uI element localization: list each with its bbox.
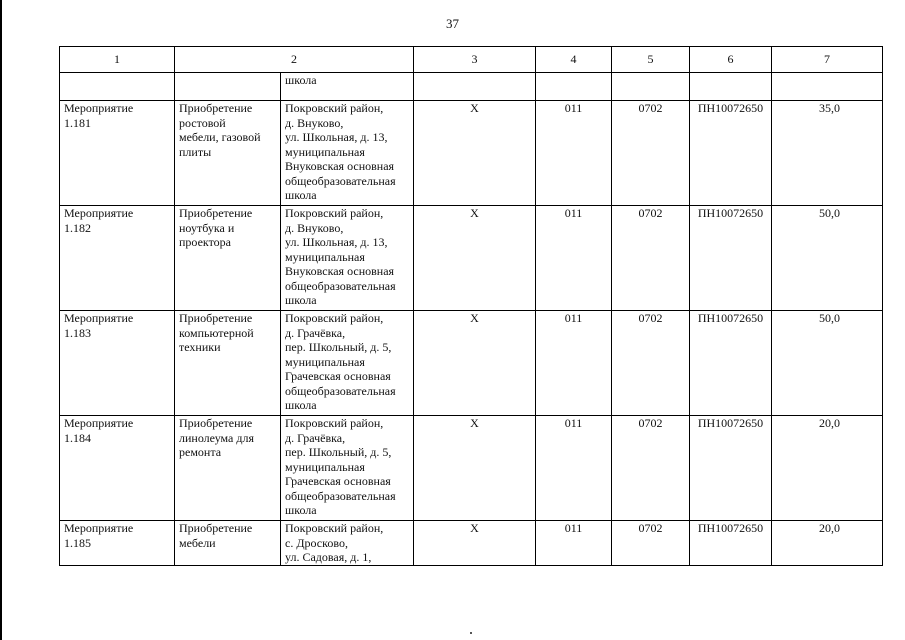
cell-id: Мероприятие 1.183 bbox=[60, 311, 175, 416]
header-cell-3: 3 bbox=[414, 47, 536, 73]
cell-item bbox=[175, 73, 281, 101]
cell-col4: 011 bbox=[536, 101, 612, 206]
cell-address: школа bbox=[281, 73, 414, 101]
cell-id: Мероприятие 1.184 bbox=[60, 416, 175, 521]
cell-col4: 011 bbox=[536, 206, 612, 311]
page-left-border bbox=[0, 0, 2, 640]
header-cell-1: 1 bbox=[60, 47, 175, 73]
cell-item: Приобретение компьютерной техники bbox=[175, 311, 281, 416]
cell-col7: 20,0 bbox=[772, 521, 883, 566]
cell-col6: ПН10072650 bbox=[690, 206, 772, 311]
cell-col6 bbox=[690, 73, 772, 101]
cell-item: Приобретение линолеума для ремонта bbox=[175, 416, 281, 521]
cell-col3: Х bbox=[414, 206, 536, 311]
cell-col3: Х bbox=[414, 521, 536, 566]
table-row-continuation bbox=[60, 73, 883, 101]
cell-col6: ПН10072650 bbox=[690, 101, 772, 206]
cell-col3 bbox=[414, 73, 536, 101]
cell-col4 bbox=[536, 73, 612, 101]
table-row bbox=[60, 206, 883, 311]
cell-col3: Х bbox=[414, 416, 536, 521]
cell-col7: 20,0 bbox=[772, 416, 883, 521]
cell-address: Покровский район, д. Грачёвка, пер. Школьный, д. 5, муниципальная Грачевская основная общеобразовательная школа bbox=[281, 311, 414, 416]
page-number: 37 bbox=[446, 16, 459, 31]
cell-col5: 0702 bbox=[612, 311, 690, 416]
cell-address: Покровский район, д. Грачёвка, пер. Школьный, д. 5, муниципальная Грачевская основная общеобразовательная школа bbox=[281, 416, 414, 521]
cell-col7 bbox=[772, 73, 883, 101]
cell-col6: ПН10072650 bbox=[690, 311, 772, 416]
cell-address: Покровский район, д. Внуково, ул. Школьная, д. 13, муниципальная Внуковская основная общеобразовательная школа bbox=[281, 206, 414, 311]
table-row bbox=[60, 416, 883, 521]
header-cell-5: 5 bbox=[612, 47, 690, 73]
cell-col6: ПН10072650 bbox=[690, 521, 772, 566]
budget-table bbox=[59, 46, 883, 566]
cell-item: Приобретение ноутбука и проектора bbox=[175, 206, 281, 311]
cell-address: Покровский район, д. Внуково, ул. Школьная, д. 13, муниципальная Внуковская основная общеобразовательная школа bbox=[281, 101, 414, 206]
cell-col4: 011 bbox=[536, 416, 612, 521]
cell-id: Мероприятие 1.182 bbox=[60, 206, 175, 311]
cell-id: Мероприятие 1.181 bbox=[60, 101, 175, 206]
cell-col7: 50,0 bbox=[772, 206, 883, 311]
table-header-row bbox=[60, 47, 883, 73]
cell-col3: Х bbox=[414, 101, 536, 206]
cell-col4: 011 bbox=[536, 521, 612, 566]
table-row bbox=[60, 311, 883, 416]
header-cell-2: 2 bbox=[175, 47, 414, 73]
cell-col5: 0702 bbox=[612, 521, 690, 566]
header-cell-6: 6 bbox=[690, 47, 772, 73]
cell-col5: 0702 bbox=[612, 416, 690, 521]
cell-item: Приобретение ростовой мебели, газовой плиты bbox=[175, 101, 281, 206]
cell-address: Покровский район, с. Дросково, ул. Садовая, д. 1, bbox=[281, 521, 414, 566]
cell-col7: 35,0 bbox=[772, 101, 883, 206]
table-row bbox=[60, 101, 883, 206]
cell-id: Мероприятие 1.185 bbox=[60, 521, 175, 566]
scan-speck bbox=[470, 632, 472, 634]
cell-col5: 0702 bbox=[612, 206, 690, 311]
table-row bbox=[60, 521, 883, 566]
cell-col5: 0702 bbox=[612, 101, 690, 206]
cell-col4: 011 bbox=[536, 311, 612, 416]
cell-col6: ПН10072650 bbox=[690, 416, 772, 521]
header-cell-7: 7 bbox=[772, 47, 883, 73]
cell-item: Приобретение мебели bbox=[175, 521, 281, 566]
cell-col3: Х bbox=[414, 311, 536, 416]
cell-id bbox=[60, 73, 175, 101]
header-cell-4: 4 bbox=[536, 47, 612, 73]
cell-col7: 50,0 bbox=[772, 311, 883, 416]
cell-col5 bbox=[612, 73, 690, 101]
